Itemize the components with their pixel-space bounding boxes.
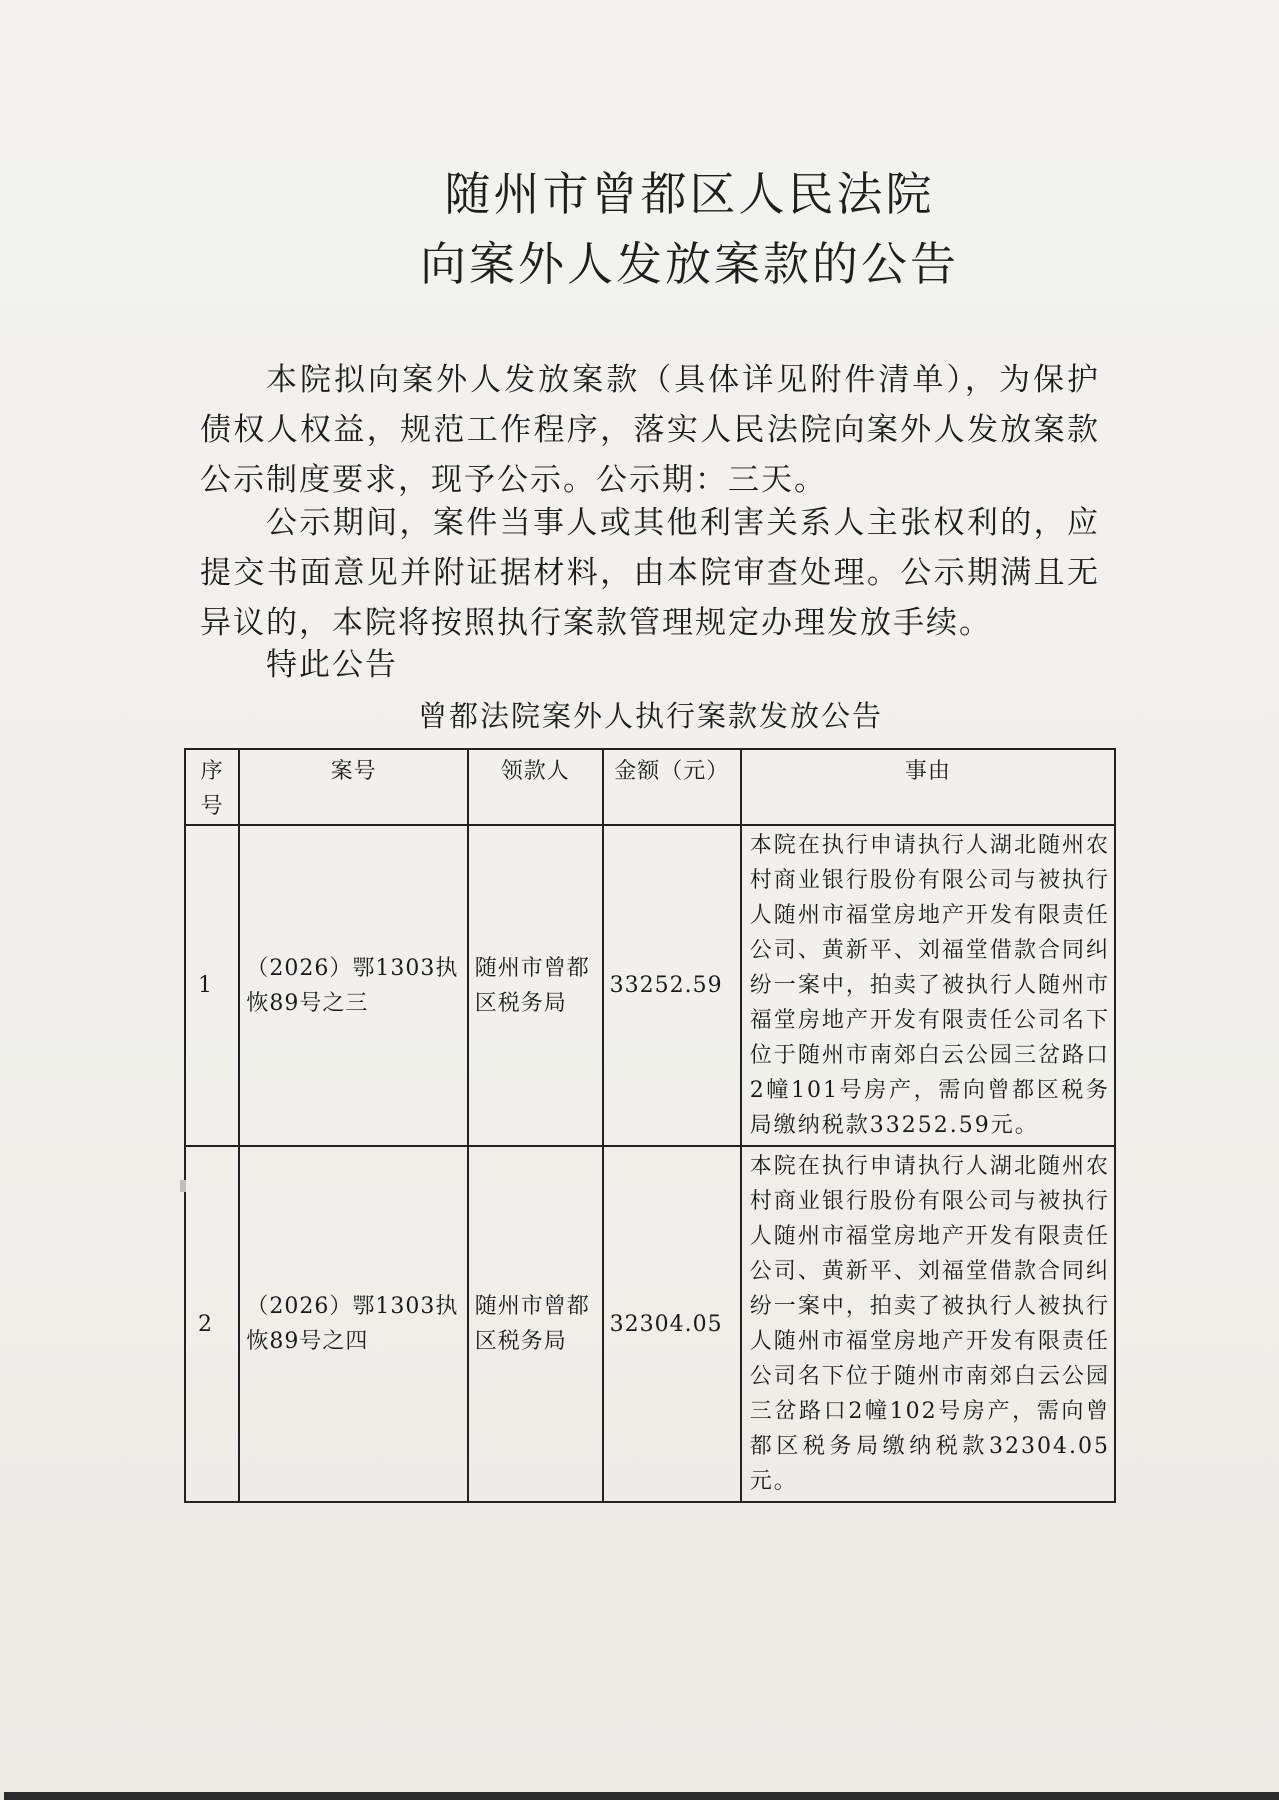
document-title-notice: 向案外人发放案款的公告 (420, 237, 959, 291)
row-reason: 本院在执行申请执行人湖北随州农村商业银行股份有限公司与被执行人随州市福堂房地产开发有限责任公司、黄新平、刘福堂借款合同纠纷一案中，拍卖了被执行人随州市福堂房地产开发有限责任公司名下位于随州市南郊白云公园三岔路口2幢101号房产，需向曾都区税务局缴纳税款33252.59元。 (741, 825, 1115, 1146)
closing-statement: 特此公告 (266, 647, 398, 683)
scan-speck (4, 1792, 1279, 1800)
scan-speck (180, 1180, 186, 1192)
row-seq: 2 (185, 1146, 239, 1502)
row-payee: 随州市曾都区税务局 (468, 825, 603, 1146)
header-payee: 领款人 (468, 749, 603, 825)
row-seq: 1 (185, 825, 239, 1146)
row-case-number: （2026）鄂1303执恢89号之三 (239, 825, 467, 1146)
header-case-number: 案号 (239, 749, 467, 825)
row-reason: 本院在执行申请执行人湖北随州农村商业银行股份有限公司与被执行人随州市福堂房地产开发有限责任公司、黄新平、刘福堂借款合同纠纷一案中，拍卖了被执行人被执行人随州市福堂房地产开发有限责任公司名下位于随州市南郊白云公园三岔路口2幢102号房产，需向曾都区税务局缴纳税款32304.05元。 (741, 1146, 1115, 1502)
table-header-row (185, 749, 1115, 825)
document-title-court: 随州市曾都区人民法院 (444, 167, 935, 221)
table-title: 曾都法院案外人执行案款发放公告 (417, 699, 883, 733)
header-amount: 金额（元） (603, 749, 741, 825)
header-seq: 序号 (185, 749, 239, 825)
body-paragraph-1: 本院拟向案外人发放案款（具体详见附件清单），为保护债权人权益，规范工作程序，落实人民法院向案外人发放案款公示制度要求，现予公示。公示期：三天。 (200, 362, 1100, 498)
disbursement-table (184, 748, 1116, 1503)
table-row (185, 1146, 1115, 1502)
table-row (185, 825, 1115, 1146)
row-amount: 32304.05 (603, 1146, 741, 1502)
row-payee: 随州市曾都区税务局 (468, 1146, 603, 1502)
row-amount: 33252.59 (603, 825, 741, 1146)
row-case-number: （2026）鄂1303执恢89号之四 (239, 1146, 467, 1502)
body-paragraph-2: 公示期间，案件当事人或其他利害关系人主张权利的，应提交书面意见并附证据材料，由本院审查处理。公示期满且无异议的，本院将按照执行案款管理规定办理发放手续。 (200, 505, 1100, 641)
header-reason: 事由 (741, 749, 1115, 825)
